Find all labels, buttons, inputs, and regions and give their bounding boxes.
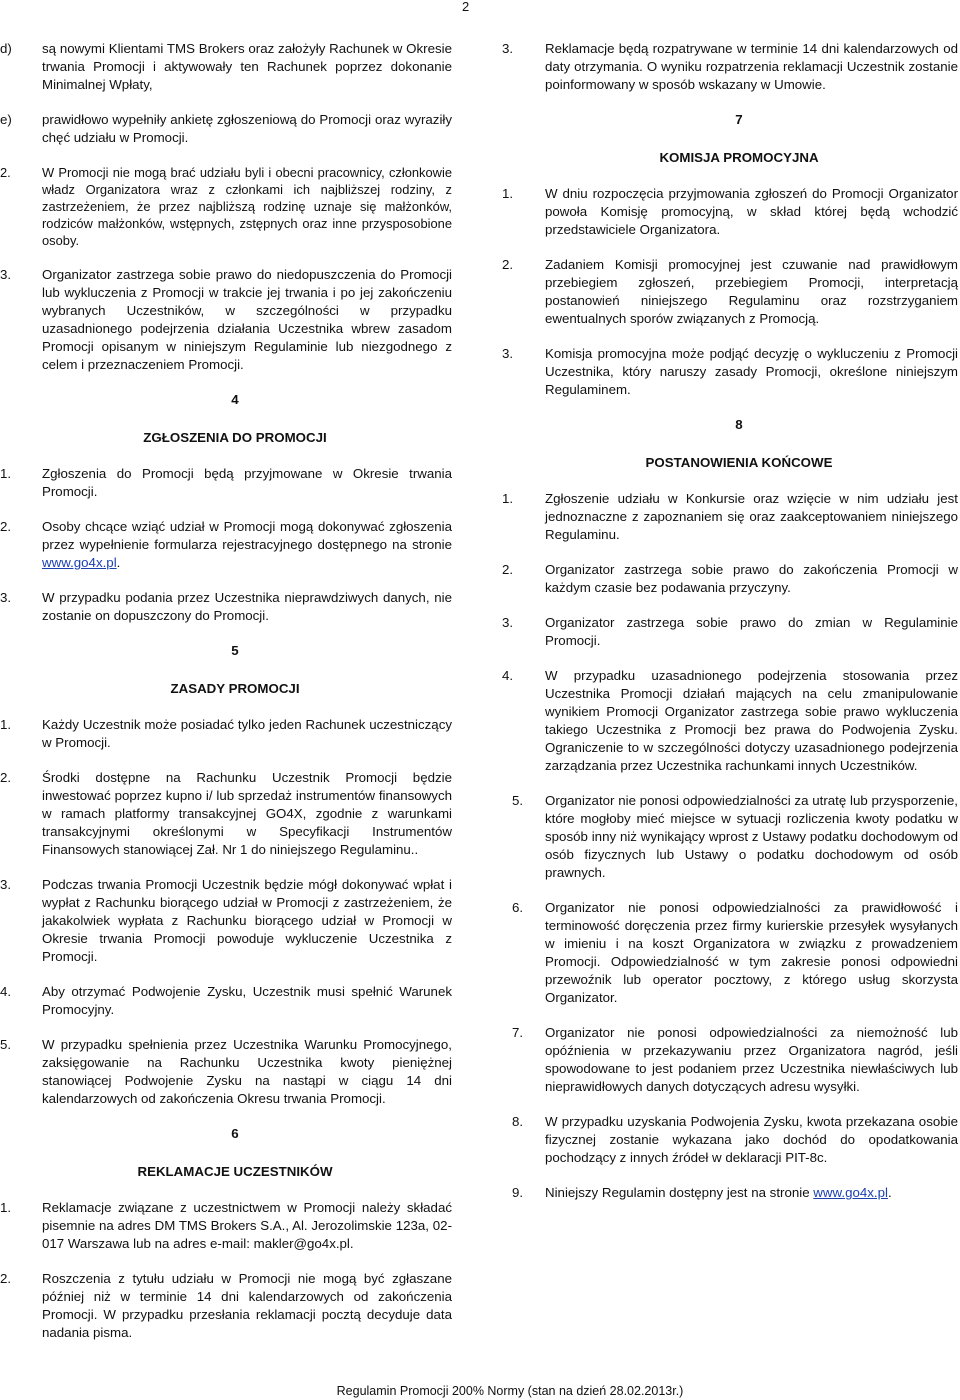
list-item: 1. Zgłoszenie udziału w Konkursie oraz wzięcie w nim udziału jest jednoznaczne z zapoznaniem się oraz zaakceptowaniem niniejszego Regulaminu. — [502, 491, 958, 542]
list-item: 1. Każdy Uczestnik może posiadać tylko jeden Rachunek uczestniczący w Promocji. — [0, 717, 452, 750]
list-item: d) są nowymi Klientami TMS Brokers oraz założyły Rachunek w Okresie trwania Promocji i aktywowały ten Rachunek poprzez dokonanie Minimalnej Wpłaty, — [0, 41, 452, 92]
section-number: 8 — [735, 417, 743, 432]
list-item: 1. W dniu rozpoczęcia przyjmowania zgłoszeń do Promocji Organizator powoła Komisję promocyjną, w skład której będą wchodzić przedstawiciele Organizatora. — [502, 186, 958, 237]
list-item: 2. Osoby chcące wziąć udział w Promocji mogą dokonywać zgłoszenia przez wypełnienie formularza rejestracyjnego dostępnego na stronie www.go4x.pl. — [0, 519, 452, 570]
list-item: 5. W przypadku spełnienia przez Uczestnika Warunku Promocyjnego, zaksięgowanie na Rachunku Uczestnika kwoty pieniężnej stanowiącej Podwojenie Zysku na nastąpi w ciągu 14 dni kalendarzowych od zakończenia Okresu trwania Promocji. — [0, 1037, 452, 1106]
list-item: 3. Komisja promocyjna może podjąć decyzję o wykluczeniu z Promocji Uczestnika, który naruszy zasady Promocji, określone niniejszym Regulaminem. — [502, 346, 958, 397]
section-number: 6 — [231, 1126, 239, 1141]
section-number: 7 — [735, 112, 743, 127]
list-item: 2. Zadaniem Komisji promocyjnej jest czuwanie nad prawidłowym przebiegiem zgłoszeń, przebiegiem Promocji, interpretacją postanowień niniejszego Regulaminu oraz rozstrzyganiem ewentualnych sporów związanych z Promocją. — [502, 257, 958, 326]
section-title: REKLAMACJE UCZESTNIKÓW — [137, 1164, 333, 1179]
left-column — [0, 40, 452, 1359]
list-item: 5. Organizator nie ponosi odpowiedzialności za utratę lub przysporzenie, które mogłoby mieć miejsce w sytuacji rozliczenia kwoty podatku w sposób inny niż wynikający wprost z Ustawy podatku dochodowym od osób fizycznych lub Ustawy o podatku dochodowym od osób prawnych. — [512, 793, 958, 880]
list-item: 4. W przypadku uzasadnionego podejrzenia stosowania przez Uczestnika Promocji działań mających na celu zmanipulowanie wynikiem Promocji Organizator zastrzega sobie prawo wykluczenia takiego Uczestnika z Promocji bez prawa do Podwojenia Zysku. Ograniczenie to w szczególności dotyczy uzasadnionego podejrzenia zarządzania przez Uczestnika rachunkami innych Uczestników. — [502, 668, 958, 773]
section-title: POSTANOWIENIA KOŃCOWE — [645, 455, 833, 470]
list-item: 1. Zgłoszenia do Promocji będą przyjmowane w Okresie trwania Promocji. — [0, 466, 452, 499]
list-item: 3. Organizator zastrzega sobie prawo do niedopuszczenia do Promocji lub wykluczenia z Promocji w trakcie jej trwania i po jej zakończeniu wybranych Uczestników, w szczególności w przypadku uzasadnionego podejrzenia działania Uczestnika wbrew zasadom Promocji opisanym w niniejszym Regulaminie lub niezgodnego z celem i przeznaczeniem Promocji. — [0, 267, 452, 372]
list-item: 6. Organizator nie ponosi odpowiedzialności za prawidłowość i terminowość doręczenia przez firmy kurierskie przesyłek wysyłanych w imieniu i na koszt Organizatora w związku z prowadzeniem Promocji. Odpowiedzialność w tym zakresie ponosi odpowiedni przewoźnik lub operator pocztowy, z którego usług skorzysta Organizator. — [512, 900, 958, 1005]
page-footer: Regulamin Promocji 200% Normy (stan na dzień 28.02.2013r.) — [336, 1384, 684, 1398]
list-item: 2. Organizator zastrzega sobie prawo do zakończenia Promocji w każdym czasie bez podawania przyczyny. — [502, 562, 958, 595]
section-title: KOMISJA PROMOCYJNA — [659, 150, 819, 165]
section-number: 4 — [231, 392, 239, 407]
list-item: 3. Reklamacje będą rozpatrywane w terminie 14 dni kalendarzowych od daty otrzymania. O wyniku rozpatrzenia reklamacji Uczestnik zostanie poinformowany w sposób wskazany w Umowie. — [502, 41, 958, 92]
right-column — [502, 40, 958, 1219]
list-item: 3. Podczas trwania Promocji Uczestnik będzie mógł dokonywać wpłat i wypłat z Rachunku biorącego udział w Promocji z zastrzeżeniem, że jakakolwiek wypłata z Rachunku biorącego udział w Promocji w Okresie trwania Promocji powoduje wykluczenie Uczestnika z Promocji. — [0, 877, 452, 964]
list-item: 9. Niniejszy Regulamin dostępny jest na stronie www.go4x.pl. — [512, 1185, 892, 1200]
list-item: 8. W przypadku uzyskania Podwojenia Zysku, kwota przekazana osobie fizycznej zostanie wykazana jako dochód do opodatkowania pochodzący z innych źródeł w deklaracji PIT-8c. — [512, 1114, 958, 1165]
website-link[interactable]: www.go4x.pl — [42, 555, 117, 570]
list-item: 2. W Promocji nie mogą brać udziału byli i obecni pracownicy, członkowie władz Organizatora wraz z członkami ich najbliższej rodziny, z zastrzeżeniem, że przez najbliższą rodzinę uznaje się małżonków, rodziców małżonków, wstępnych, zstępnych oraz inne przysposobione osoby. — [0, 165, 452, 248]
website-link[interactable]: www.go4x.pl — [813, 1185, 888, 1200]
list-item: 4. Aby otrzymać Podwojenie Zysku, Uczestnik musi spełnić Warunek Promocyjny. — [0, 984, 452, 1017]
list-item: 2. Środki dostępne na Rachunku Uczestnik Promocji będzie inwestować poprzez kupno i/ lub sprzedaż instrumentów finansowych w ramach platformy transakcyjnej GO4X, zgodnie z warunkami transakcyjnymi określonymi w Specyfikacji Instrumentów Finansowych stanowiącej Zał. Nr 1 do niniejszego Regulaminu.. — [0, 770, 452, 857]
list-item: 3. Organizator zastrzega sobie prawo do zmian w Regulaminie Promocji. — [502, 615, 958, 648]
list-item: 7. Organizator nie ponosi odpowiedzialności za niemożność lub opóźnienia w przekazywaniu przez Organizatora nagród, jeśli spowodowane to jest podaniem przez Uczestnika niewłaściwych lub nieprawidłowych danych dotyczących adresu wysyłki. — [512, 1025, 958, 1094]
section-title: ZGŁOSZENIA DO PROMOCJI — [143, 430, 327, 445]
list-item: e) prawidłowo wypełniły ankietę zgłoszeniową do Promocji oraz wyraziły chęć udziału w Promocji. — [0, 112, 452, 145]
list-item: 3. W przypadku podania przez Uczestnika nieprawdziwych danych, nie zostanie on dopuszczony do Promocji. — [0, 590, 452, 623]
section-number: 5 — [231, 643, 239, 658]
list-item: 2. Roszczenia z tytułu udziału w Promocji nie mogą być zgłaszane później niż w terminie 14 dni kalendarzowych od zakończenia Promocji. W przypadku przesłania reklamacji pocztą decyduje data nadania pisma. — [0, 1271, 452, 1340]
list-item: 1. Reklamacje związane z uczestnictwem w Promocji należy składać pisemnie na adres DM TMS Brokers S.A., Al. Jerozolimskie 123a, 02-017 Warszawa lub na adres e-mail: makler@go4x.pl. — [0, 1200, 452, 1251]
page-number: 2 — [462, 0, 470, 14]
section-title: ZASADY PROMOCJI — [170, 681, 300, 696]
